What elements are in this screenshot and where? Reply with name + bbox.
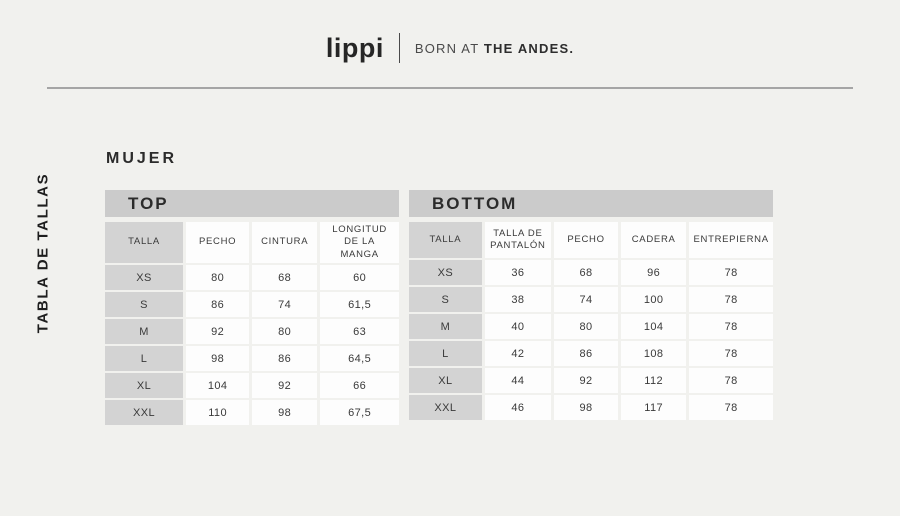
measure-column-header: TALLA DE PANTALÓN [485, 222, 551, 258]
value-cell: 104 [186, 373, 249, 398]
logo-divider [399, 33, 400, 63]
size-cell: M [409, 314, 482, 339]
value-cell: 44 [485, 368, 551, 393]
size-cell: L [409, 341, 482, 366]
header-row [409, 222, 773, 258]
top-section [105, 190, 399, 427]
value-cell: 78 [689, 287, 773, 312]
table-row [409, 260, 773, 285]
measure-column-header: PECHO [186, 222, 249, 263]
table-row [409, 287, 773, 312]
value-cell: 36 [485, 260, 551, 285]
table-row [105, 292, 399, 317]
value-cell: 108 [621, 341, 686, 366]
bottom-section-header: BOTTOM [409, 190, 773, 217]
table-row [409, 341, 773, 366]
value-cell: 80 [554, 314, 618, 339]
lippi-logo: lippi [325, 32, 384, 63]
header-row [105, 222, 399, 263]
value-cell: 64,5 [320, 346, 399, 371]
tagline-regular: BORN AT [414, 40, 484, 56]
bottom-size-table [406, 220, 776, 422]
size-cell: XS [409, 260, 482, 285]
bottom-section [409, 190, 773, 422]
table-row [409, 314, 773, 339]
value-cell: 60 [320, 265, 399, 290]
value-cell: 98 [252, 400, 317, 425]
tagline-bold: THE ANDES. [483, 40, 575, 56]
value-cell: 96 [621, 260, 686, 285]
value-cell: 78 [689, 395, 773, 420]
value-cell: 86 [554, 341, 618, 366]
value-cell: 92 [252, 373, 317, 398]
tables-row [105, 190, 773, 427]
value-cell: 86 [252, 346, 317, 371]
measure-column-header: CINTURA [252, 222, 317, 263]
value-cell: 38 [485, 287, 551, 312]
value-cell: 86 [186, 292, 249, 317]
table-row [105, 373, 399, 398]
value-cell: 63 [320, 319, 399, 344]
table-row [105, 319, 399, 344]
value-cell: 110 [186, 400, 249, 425]
value-cell: 104 [621, 314, 686, 339]
value-cell: 78 [689, 314, 773, 339]
value-cell: 112 [621, 368, 686, 393]
size-column-header: TALLA [105, 222, 183, 263]
value-cell: 42 [485, 341, 551, 366]
header-divider-line [47, 87, 853, 89]
value-cell: 68 [554, 260, 618, 285]
measure-column-header: LONGITUD DE LA MANGA [320, 222, 399, 263]
measure-column-header: ENTREPIERNA [689, 222, 773, 258]
value-cell: 66 [320, 373, 399, 398]
size-column-header: TALLA [409, 222, 482, 258]
brand-header [0, 28, 900, 68]
measure-column-header: CADERA [621, 222, 686, 258]
value-cell: 46 [485, 395, 551, 420]
vertical-side-label: TABLA DE TALLAS [34, 172, 52, 334]
value-cell: 78 [689, 368, 773, 393]
size-cell: S [105, 292, 183, 317]
value-cell: 92 [186, 319, 249, 344]
value-cell: 61,5 [320, 292, 399, 317]
value-cell: 74 [252, 292, 317, 317]
value-cell: 117 [621, 395, 686, 420]
value-cell: 78 [689, 341, 773, 366]
size-cell: XXL [105, 400, 183, 425]
table-row [105, 265, 399, 290]
value-cell: 92 [554, 368, 618, 393]
table-row [409, 395, 773, 420]
top-section-header: TOP [105, 190, 399, 217]
value-cell: 100 [621, 287, 686, 312]
value-cell: 80 [186, 265, 249, 290]
size-cell: S [409, 287, 482, 312]
value-cell: 74 [554, 287, 618, 312]
value-cell: 98 [554, 395, 618, 420]
size-cell: XL [105, 373, 183, 398]
value-cell: 98 [186, 346, 249, 371]
brand-tagline [415, 41, 574, 56]
value-cell: 78 [689, 260, 773, 285]
size-cell: XS [105, 265, 183, 290]
gender-section-title: MUJER [106, 150, 178, 167]
size-chart-content [105, 150, 773, 427]
measure-column-header: PECHO [554, 222, 618, 258]
size-cell: XL [409, 368, 482, 393]
size-cell: L [105, 346, 183, 371]
size-cell: M [105, 319, 183, 344]
value-cell: 68 [252, 265, 317, 290]
value-cell: 67,5 [320, 400, 399, 425]
value-cell: 80 [252, 319, 317, 344]
value-cell: 40 [485, 314, 551, 339]
table-row [409, 368, 773, 393]
table-row [105, 400, 399, 425]
size-cell: XXL [409, 395, 482, 420]
table-row [105, 346, 399, 371]
top-size-table [102, 220, 402, 427]
